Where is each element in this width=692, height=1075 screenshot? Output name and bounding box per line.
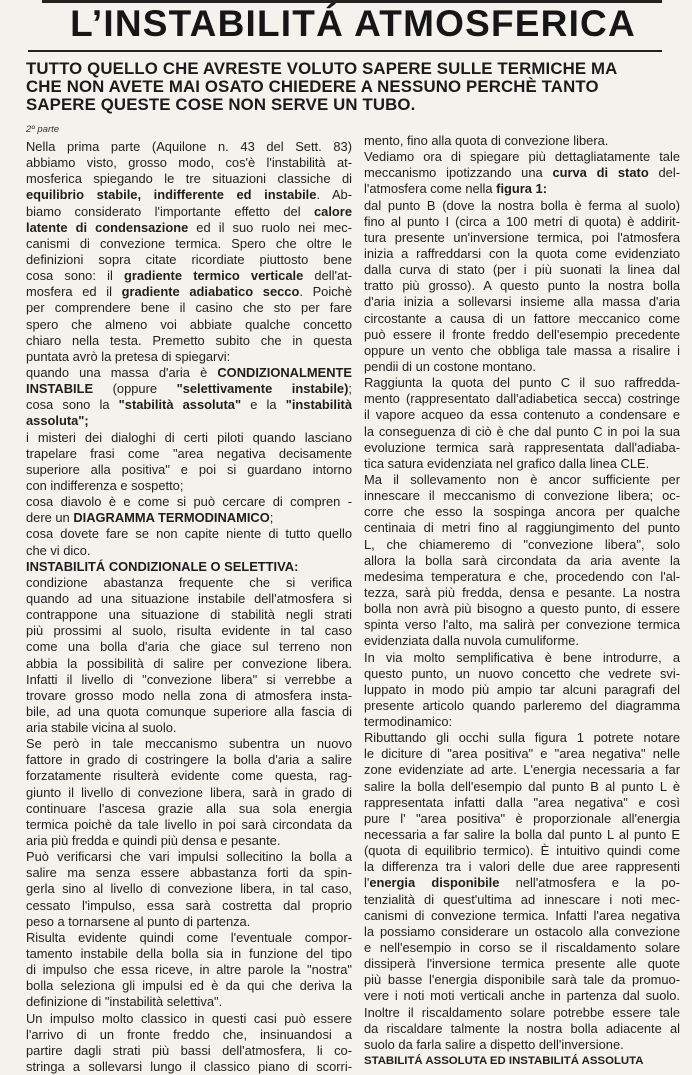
text-line: suolo da farla salire a dispetto dell'inversione. (364, 1036, 624, 1052)
text-line (26, 559, 352, 575)
text-line: dalla curva di stato (per i più suonati la linea dal (364, 262, 680, 278)
text-line: corre che esso la sospinga ancora per qualche (364, 504, 680, 520)
text-line (26, 284, 352, 300)
text-run: ; (348, 381, 352, 397)
text-line: definizione di "instabilità selettiva". (26, 994, 223, 1010)
text-run: (oppure (93, 381, 177, 397)
text-line: aria più fredda e quindi più densa e pesante. (26, 833, 281, 849)
text-line: forzatamente risulterà evidente come questa, rag- (26, 768, 352, 784)
text-line: necessaria a far salire la bolla dal punto L al punto E (364, 827, 680, 843)
text-line: e nell'esempio in corso se il riscaldamento solare (364, 940, 680, 956)
bold-text-run: figura 1: (496, 181, 548, 197)
text-run: meccanismo ipotizzando una (364, 165, 553, 181)
text-line: mento (rappresentato dall'adiabetica secca) costringe (364, 391, 680, 407)
text-line: Inoltre il riscaldamento solare potrebbe essere tale (364, 1004, 680, 1020)
text-line: Raggiunta la quota del punto C il suo raffredda- (364, 375, 680, 391)
text-line: termodinamico: (364, 714, 453, 730)
text-line: questo punto, un nuovo concetto che vedrete svi- (364, 665, 680, 681)
bold-text-run: "instabilità (285, 397, 352, 413)
text-line: pendii di un costone montano. (364, 358, 536, 374)
text-line: termica poichè da tale livello in poi sarà circondata da (26, 816, 352, 832)
text-line: canismi di convezione termica. Infatti l'area negativa (364, 907, 680, 923)
text-line: inizia a raffreddarsi con la quota come evidenziato (364, 245, 680, 261)
text-line: bolla non avrà più bisogno a questo punto, di essere (364, 601, 680, 617)
text-line: la differenza tra i valori delle due aree rappresenti (364, 859, 680, 875)
text-line: quando ad una situazione instabile dell'atmosfera si (26, 590, 352, 606)
text-line: luppato in modo più ampio tar alcuni paragrafi del (364, 681, 680, 697)
bold-text-run: INSTABILITÁ CONDIZIONALE O SELETTIVA: (26, 558, 299, 574)
text-line: chiaro nella testa. Premetto subito che in questa (26, 332, 352, 348)
text-line: per comprendere bene il casino che sto per fare (26, 300, 352, 316)
text-line (26, 220, 352, 236)
text-line: Può verificarsi che vari impulsi sollecitino la bolla a (26, 849, 352, 865)
bold-text-run: latente di condensazione (26, 219, 189, 235)
text-line: trovare grosso modo nella zona di atmosfera insta- (26, 687, 352, 703)
section-heading: STABILITÁ ASSOLUTA ED INSTABILITÁ ASSOLUTA (364, 1055, 644, 1068)
text-run: dere un (26, 510, 74, 526)
text-line: partire dagli strati più bassi dell'atmosfera, li co- (26, 1042, 352, 1058)
text-line: i misteri dei dialoghi di certi piloti quando lasciano (26, 429, 352, 445)
text-line: spinta verso l'alto, ma salirà per convezione termica (364, 617, 680, 633)
text-line: definizioni sopra citate ricordiate piuttosto bene (26, 251, 352, 267)
text-line: superiore alla positiva" e poi si guardano intorno (26, 461, 352, 477)
article-title: L’INSTABILITÁ ATMOSFERICA (70, 3, 636, 44)
text-line: centinaia di metri fino al raggiungimento del punto (364, 520, 680, 536)
text-line (364, 181, 680, 197)
text-line: peso a tornarsene al punto di partenza. (26, 913, 251, 929)
text-line: condizione abastanza frequente che si verifica (26, 574, 352, 590)
text-line: tezza, sarà più fredda, densa e pesante. La nostra (364, 584, 680, 600)
text-line: vere i noti moti verticali anche in partenza dal suolo. (364, 988, 680, 1004)
text-line: la conseguenza di ciò è che dal punto C in poi la sua (364, 423, 680, 439)
text-line: rappresentata infatti dalla "area negativa" e così (364, 794, 680, 810)
bold-text-run: calore (314, 203, 352, 219)
bold-text-run: energia disponibile (369, 875, 500, 891)
text-line: fino al punto I (circa a 100 metri di quota) è addirit- (364, 213, 680, 229)
bold-text-run: "selettivamente instabile) (176, 381, 349, 397)
text-line: l'arrivo di un fronte freddo che, insinuandosi a (26, 1026, 352, 1042)
text-run: ed il suo ruolo nei mec- (188, 219, 352, 235)
text-line: innescare il meccanismo di convezione libera; oc- (364, 488, 680, 504)
text-line: mento, fino alla quota di convezione libera. (364, 133, 609, 148)
text-line: contrappone una situazione di stabilità negli strati (26, 607, 352, 623)
text-line: (quota di equilibrio termico). È intuitivo quindi come (364, 843, 680, 859)
text-line: come una bolla d'aria che giace sul terreno non (26, 639, 352, 655)
text-run: mosfera ed il (26, 284, 122, 300)
text-run: ; (269, 510, 274, 526)
bold-text-run: "stabilità assoluta" (118, 397, 242, 413)
text-line: allora la bolla sarà circondata da aria avente la (364, 552, 680, 568)
text-line (26, 397, 352, 413)
text-line: fattore in grado di costringere la bolla d'aria a salire (26, 752, 352, 768)
text-run: . Ab- (316, 187, 352, 203)
bold-text-run: INSTABILE (26, 381, 94, 397)
bold-text-run: gradiente adiabatico secco (121, 284, 300, 300)
text-line: mosferica spiegando le tre situazioni classiche di (26, 171, 352, 187)
text-line: circostante a causa di un fattore meccanico come (364, 310, 680, 326)
text-line: salire ma senza essere abbastanza forti da spin- (26, 865, 352, 881)
text-line: più prossimi al suolo, risulta evidente in tal caso (26, 623, 352, 639)
part-label: 2º parte (26, 124, 60, 135)
text-run: cosa sono: il (26, 268, 124, 284)
text-line: di impulso che essa riceve, in altre parole la "nostra" (26, 962, 352, 978)
text-run: dell'at- (303, 268, 352, 284)
text-line: pure l' "area positiva" è proporzionale all'energia (364, 810, 680, 826)
text-line: tura presente un'inversione termica, poi l'atmosfera (364, 229, 680, 245)
text-line: Risulta evidente quindi come l'eventuale compor- (26, 929, 352, 945)
text-line: Vediamo ora di spiegare più dettagliatamente tale (364, 149, 680, 165)
text-line: L, che chiameremo di "convezione libera", solo (364, 536, 680, 552)
text-line: d'aria inizia a sollevarsi insieme alla massa d'aria (364, 294, 680, 310)
text-line: spero che almeno voi abbiate qualche concetto (26, 316, 352, 332)
text-line: gerla sino al livello di convezione libera, in tal caso, (26, 881, 352, 897)
text-line: Un impulso molto classico in questi casi può essere (26, 1010, 352, 1026)
text-line: può essere il fronte freddo dell'esempio precedente (364, 326, 680, 342)
text-line: la possiamo considerare un ostacolo alla convezione (364, 923, 680, 939)
text-line (26, 187, 352, 203)
text-line: Ributtando gli occhi sulla figura 1 potrete notare (364, 730, 680, 746)
text-line: dal punto B (dove la nostra bolla è ferma al suolo) (364, 197, 680, 213)
text-run: del- (648, 165, 680, 181)
text-line: continuare l'ascesa grazie alla sua sola energia (26, 800, 352, 816)
text-line: abbia la possibilità di salire per convezione libera. (26, 655, 352, 671)
text-line: cosa dovete fare se non capite niente di tutto quello (26, 526, 352, 542)
text-line: abbiamo visto, grosso modo, cos'è l'instabilità at- (26, 155, 352, 171)
text-line: più basse l'energia disponibile sarà tale da promuo- (364, 972, 680, 988)
text-run: . Poichè (299, 284, 352, 300)
text-line (26, 204, 352, 220)
text-line: Se però in tale meccanismo subentra un nuovo (26, 736, 352, 752)
right-text-column (364, 133, 680, 1069)
bold-text-run: equilibrio stabile, indifferente ed instabile (26, 187, 317, 203)
left-text-column (26, 139, 352, 1075)
subtitle-line: TUTTO QUELLO CHE AVRESTE VOLUTO SAPERE SULLE TERMICHE MA (26, 59, 618, 78)
text-line: aria stabile vicina al suolo. (26, 720, 177, 736)
text-line: salire la bolla dell'esempio dal punto B al punto L è (364, 778, 680, 794)
text-run: e la (241, 397, 286, 413)
text-line (26, 268, 352, 284)
text-line: In via molto semplificativa è bene introdurre, a (364, 649, 680, 665)
bold-text-run: assoluta"; (26, 413, 89, 429)
text-line: trapelare frasi come "area negativa decisamente (26, 445, 352, 461)
text-line (26, 510, 352, 526)
text-line: cessato l'impulso, essa sarà costretta dal proprio (26, 897, 352, 913)
text-line (364, 875, 680, 891)
text-line: canismi di convezione termica. Spero che oltre le (26, 235, 352, 251)
text-line: il vapore acqueo da essa contenuto a condensare e (364, 407, 680, 423)
title-rule (28, 50, 662, 52)
text-line: presente articolo quando parleremo del diagramma (364, 697, 680, 713)
text-line: dissiperà l'inversione termica presente alle quote (364, 956, 680, 972)
text-line: Nella prima parte (Aquilone n. 43 del Sett. 83) (26, 139, 352, 154)
text-line: tratto più grosso). A questo punto la nostra bolla (364, 278, 680, 294)
bold-text-run: curva di stato (552, 165, 649, 181)
bold-text-run: CONDIZIONALMENTE (217, 364, 352, 380)
text-line: stringa a sollevarsi lungo il classico piano di scorri- (26, 1059, 352, 1075)
text-line: evoluzione termica sarà rappresentata dall'adiaba- (364, 439, 680, 455)
text-line: da riscaldare talmente la nostra bolla adiacente al (364, 1020, 680, 1036)
text-run: nell'atmosfera e la po- (499, 875, 680, 891)
subtitle-line: CHE NON AVETE MAI OSATO CHIEDERE A NESSUNO PERCHÈ TANTO (26, 77, 599, 96)
text-line: giunto il livello di convezione libera, sarà in grado di (26, 784, 352, 800)
text-line: tamento instabile della bolla sia in funzione del tipo (26, 946, 352, 962)
text-line: le diciture di "area positiva" e "area negativa" nelle (364, 746, 680, 762)
text-line: evidenziata dalla nuvola cumuliforme. (364, 633, 579, 649)
article-subtitle (26, 60, 686, 114)
text-run: l'atmosfera come nella (364, 181, 497, 197)
text-line: che vi dico. (26, 542, 91, 558)
text-line: bile, ad una quota comunque superiore alla fascia di (26, 703, 352, 719)
text-line: medesima temperatura e che, procedendo con l'al- (364, 568, 680, 584)
text-run: cosa sono la (26, 397, 119, 413)
text-line: tica satura evidenziata nel grafico dalla linea CLE. (364, 455, 650, 471)
bold-text-run: DIAGRAMMA TERMODINAMICO (73, 510, 270, 526)
text-run: l' (364, 875, 370, 891)
text-run: quando una massa d'aria è (26, 364, 218, 380)
bold-text-run: gradiente termico verticale (124, 268, 304, 284)
text-line: zone evidenziate ad arte. L'energia necessaria a far (364, 762, 680, 778)
text-line: bolla seleziona gli impulsi ed è da qui che deriva la (26, 978, 352, 994)
text-line (26, 413, 352, 429)
text-line (364, 165, 680, 181)
text-line: cosa diavolo è e come si può cercare di compren - (26, 494, 352, 510)
text-run: biamo considerato l'importante effetto del (26, 203, 315, 219)
text-line (26, 381, 352, 397)
text-line (26, 365, 352, 381)
text-line: Infatti il livello di "convezione libera" si verrebbe a (26, 671, 352, 687)
subtitle-line: SAPERE QUESTE COSE NON SERVE UN TUBO. (26, 95, 416, 114)
text-line: oppure un vento che obbliga tale massa a risalire i (364, 342, 680, 358)
text-line: Ma il sollevamento non è ancor sufficiente per (364, 471, 680, 487)
text-line: tenzialità di quest'ultima ad innescare i noti mec- (364, 891, 680, 907)
text-line: puntata avrò la pretesa di spiegarvi: (26, 348, 231, 364)
text-line: con indifferenza e sospetto; (26, 477, 184, 493)
